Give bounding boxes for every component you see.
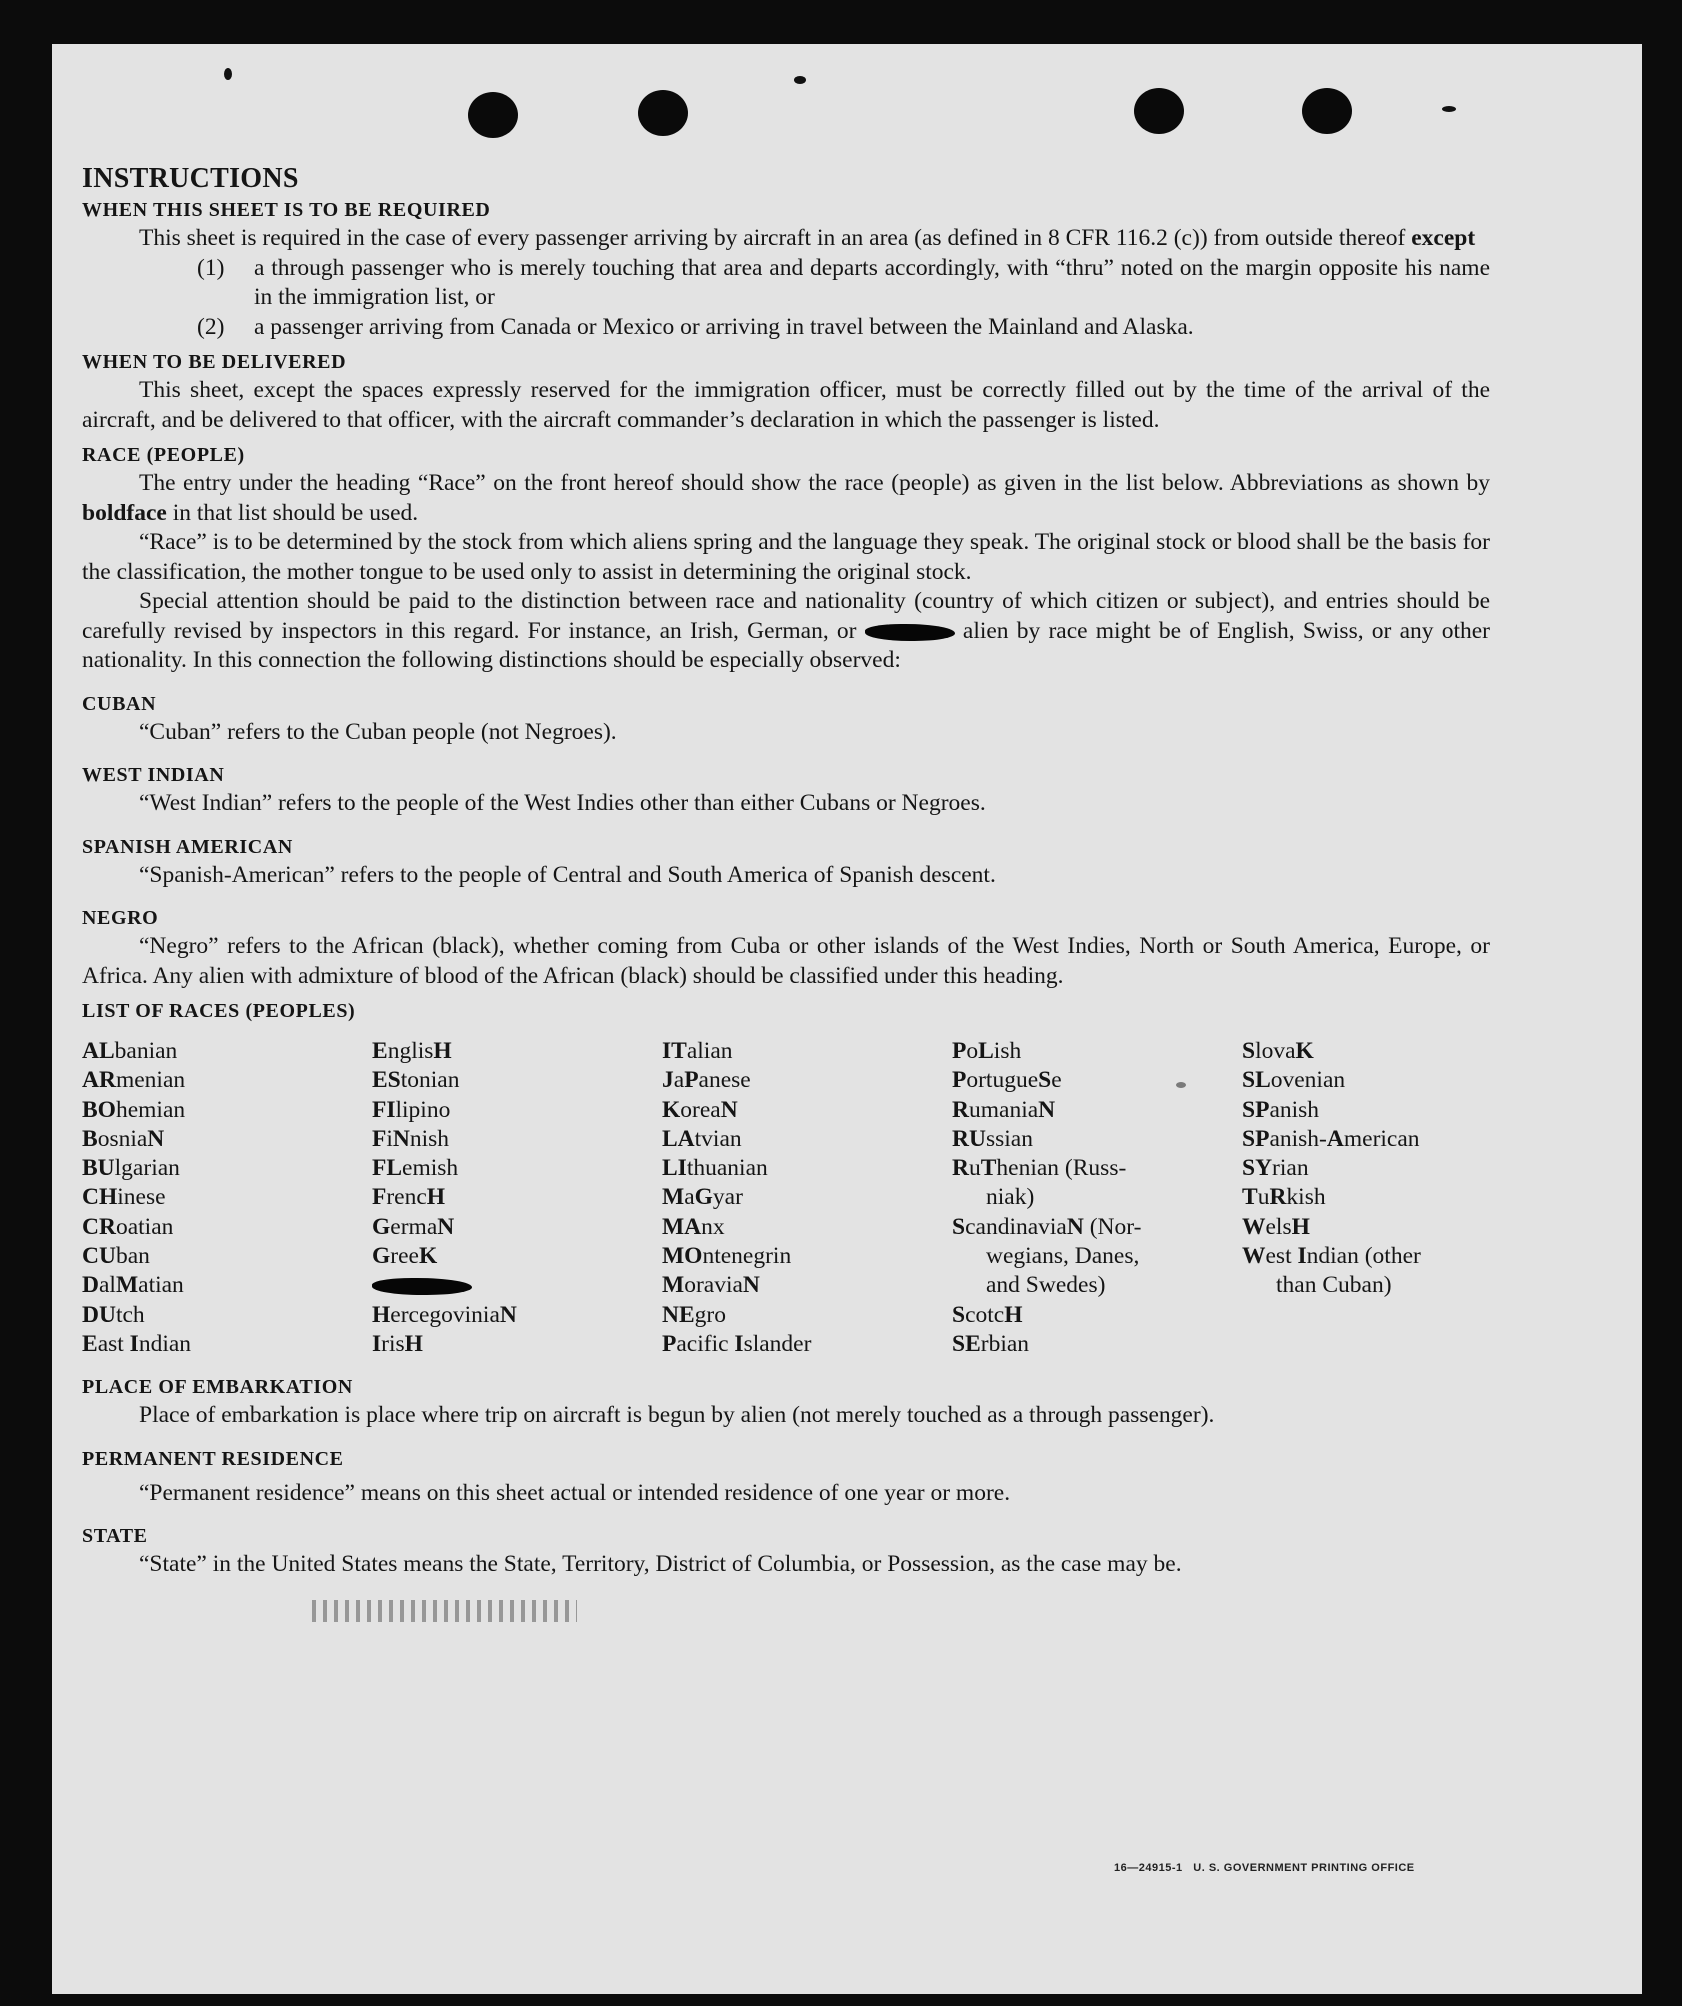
race-entry: HercegoviniaN [372, 1301, 517, 1328]
heading-list-of-races: LIST OF RACES (PEOPLES) [82, 1000, 356, 1022]
race-p1-tail: in that list should be used. [172, 499, 419, 526]
spanish-american-text: “Spanish-American” refers to the people of Central and South America of Spanish descent. [139, 861, 996, 888]
race-entry: NEgro [662, 1301, 726, 1328]
races-column [952, 1037, 1242, 1359]
race-entry: FIlipino [372, 1096, 451, 1123]
heading-required: WHEN THIS SHEET IS TO BE REQUIRED [82, 199, 491, 221]
races-column [82, 1037, 372, 1359]
races-column [1242, 1037, 1490, 1359]
race-entry: MoraviaN [662, 1272, 760, 1299]
race-entry: FrencH [372, 1184, 446, 1211]
race-entry: DalMatian [82, 1272, 184, 1299]
race-entry: BUlgarian [82, 1155, 180, 1182]
required-item [197, 313, 1490, 343]
race-entry: ScandinaviaN (Nor- [952, 1213, 1142, 1240]
heading-embarkation: PLACE OF EMBARKATION [82, 1376, 353, 1399]
race-entry: ARmenian [82, 1067, 186, 1094]
race-entry: ScotcH [952, 1301, 1023, 1328]
race-entry: BosniaN [82, 1125, 165, 1152]
heading-residence: PERMANENT RESIDENCE [82, 1447, 344, 1470]
race-entry: WelsH [1242, 1213, 1310, 1240]
race-entry: niak) [986, 1184, 1035, 1211]
race-entry: GermaN [372, 1213, 455, 1240]
race-entry: BOhemian [82, 1096, 186, 1123]
race-entry: SlovaK [1242, 1038, 1314, 1064]
heading-negro: NEGRO [82, 907, 159, 929]
cuban-text: “Cuban” refers to the Cuban people (not Negroes). [139, 718, 617, 745]
race-entry: DUtch [82, 1301, 145, 1328]
heading-west-indian: WEST INDIAN [82, 764, 225, 786]
race-entry: IrisH [372, 1330, 423, 1357]
heading-state: STATE [82, 1525, 148, 1548]
embarkation-text: Place of embarkation is place where trip on aircraft is begun by alien (not merely touched as a through passenger). [139, 1402, 1215, 1429]
race-entry: MAnx [662, 1213, 725, 1240]
race-entry: PortugueSe [952, 1067, 1062, 1094]
race-entry: RumaniaN [952, 1096, 1056, 1123]
races-column [372, 1037, 662, 1359]
race-entry: JaPanese [662, 1067, 751, 1094]
speck [1442, 106, 1456, 112]
state-text: “State” in the United States means the State, Territory, District of Columbia, or Possession, as the case may be. [139, 1551, 1182, 1578]
race-entry: SLovenian [1242, 1067, 1346, 1094]
negro-text: “Negro” refers to the African (black), whether coming from Cuba or other islands of the West Indies, North or South America, Europe, or Africa. Any alien with admixture of blood of the African (black) should be classified under this heading. [82, 933, 1490, 989]
item-number: (2) [197, 313, 225, 340]
item-text: a through passenger who is merely touching that area and departs accordingly, with “thru” noted on the margin opposite his name in the immigration list, or [254, 254, 1490, 310]
required-intro-text: This sheet is required in the case of every passenger arriving by aircraft in an area (as defined in 8 CFR 116.2 (c)) from outside thereof [139, 225, 1406, 251]
printer-name: U. S. GOVERNMENT PRINTING OFFICE [1193, 1862, 1415, 1874]
required-item [197, 254, 1490, 313]
instructions-content [82, 162, 1490, 1580]
race-entry: SErbian [952, 1330, 1030, 1357]
race-entry: LIthuanian [662, 1155, 768, 1182]
race-entry: RuThenian (Russ- [952, 1155, 1127, 1182]
race-entry: CUban [82, 1243, 150, 1270]
race-entry: PoLish [952, 1038, 1022, 1064]
heading-race: RACE (PEOPLE) [82, 444, 245, 466]
race-entry: FLemish [372, 1155, 459, 1182]
speck [224, 68, 232, 80]
heading-cuban: CUBAN [82, 692, 157, 715]
punch-hole [1134, 88, 1184, 134]
race-entry: EnglisH [372, 1038, 452, 1064]
race-entry: MaGyar [662, 1184, 743, 1211]
document-page [52, 44, 1642, 1994]
punch-hole [638, 90, 688, 136]
residence-text: “Permanent residence” means on this sheet actual or intended residence of one year or more. [139, 1479, 1011, 1506]
race-entry: GreeK [372, 1243, 438, 1270]
race-entry: Pacific Islander [662, 1330, 812, 1357]
race-paragraph-1 [82, 469, 1490, 528]
punch-hole [468, 92, 518, 138]
race-entry: EStonian [372, 1067, 460, 1094]
race-entry: KoreaN [662, 1096, 738, 1123]
smudge [312, 1600, 577, 1622]
page-title: INSTRUCTIONS [82, 163, 299, 194]
heading-spanish-american: SPANISH AMERICAN [82, 835, 293, 858]
race-entry: MOntenegrin [662, 1243, 792, 1270]
race-entry: West Indian (other [1242, 1243, 1421, 1270]
races-list [82, 1037, 1490, 1359]
speck [794, 76, 806, 84]
race-entry: ALbanian [82, 1038, 178, 1064]
race-entry: SPanish [1242, 1096, 1320, 1123]
item-number: (1) [197, 254, 225, 281]
race-paragraph-3 [82, 587, 1490, 676]
race-entry: SPanish-American [1242, 1125, 1420, 1152]
race-entry: TuRkish [1242, 1184, 1326, 1211]
race-entry: than Cuban) [1276, 1272, 1392, 1299]
required-intro-bold: except [1411, 225, 1476, 251]
race-entry: SYrian [1242, 1155, 1309, 1182]
required-intro [82, 224, 1490, 254]
race-entry: FiNnish [372, 1125, 450, 1152]
form-footer [1114, 1862, 1415, 1874]
redaction-mark [372, 1278, 472, 1295]
race-entry: CHinese [82, 1184, 166, 1211]
race-entry: LAtvian [662, 1125, 742, 1152]
delivered-text: This sheet, except the spaces expressly reserved for the immigration officer, must be correctly filled out by the time of the arrival of the aircraft, and be delivered to that officer, with the aircraft commander’s declaration in which the passenger is listed. [82, 377, 1490, 433]
form-code: 16—24915-1 [1114, 1862, 1183, 1874]
race-entry: RUssian [952, 1125, 1033, 1152]
heading-delivered: WHEN TO BE DELIVERED [82, 351, 347, 373]
west-indian-text: “West Indian” refers to the people of the West Indies other than either Cubans or Negroes. [139, 790, 986, 816]
race-entry: wegians, Danes, [986, 1243, 1140, 1270]
race-entry [372, 1271, 662, 1300]
redaction-mark [865, 624, 955, 641]
race-entry: CRoatian [82, 1213, 174, 1240]
race-p1-bold: boldface [82, 499, 167, 526]
race-entry: and Swedes) [986, 1272, 1106, 1299]
race-p3-text: Special attention should be paid to the distinction between race and nationality (country of which citizen or subject), and entries should be carefully revised by inspectors in this regard. For instance, an Irish, German, or [82, 588, 1490, 644]
race-p3-tail: alien by race might be of English, Swiss, or any other nationality. In this connection the following distinctions should be especially observed: [82, 617, 1490, 673]
race-entry: East Indian [82, 1330, 192, 1357]
item-text: a passenger arriving from Canada or Mexico or arriving in travel between the Mainland and Alaska. [254, 313, 1194, 340]
punch-hole [1302, 88, 1352, 134]
race-paragraph-2: “Race” is to be determined by the stock from which aliens spring and the language they speak. The original stock or blood shall be the basis for the classification, the mother tongue to be used only to assist in determining the original stock. [82, 529, 1490, 585]
race-entry: ITalian [662, 1038, 733, 1064]
races-column [662, 1037, 952, 1359]
race-p1-text: The entry under the heading “Race” on the front hereof should show the race (people) as given in the list below. Abbreviations as shown by [139, 470, 1490, 496]
